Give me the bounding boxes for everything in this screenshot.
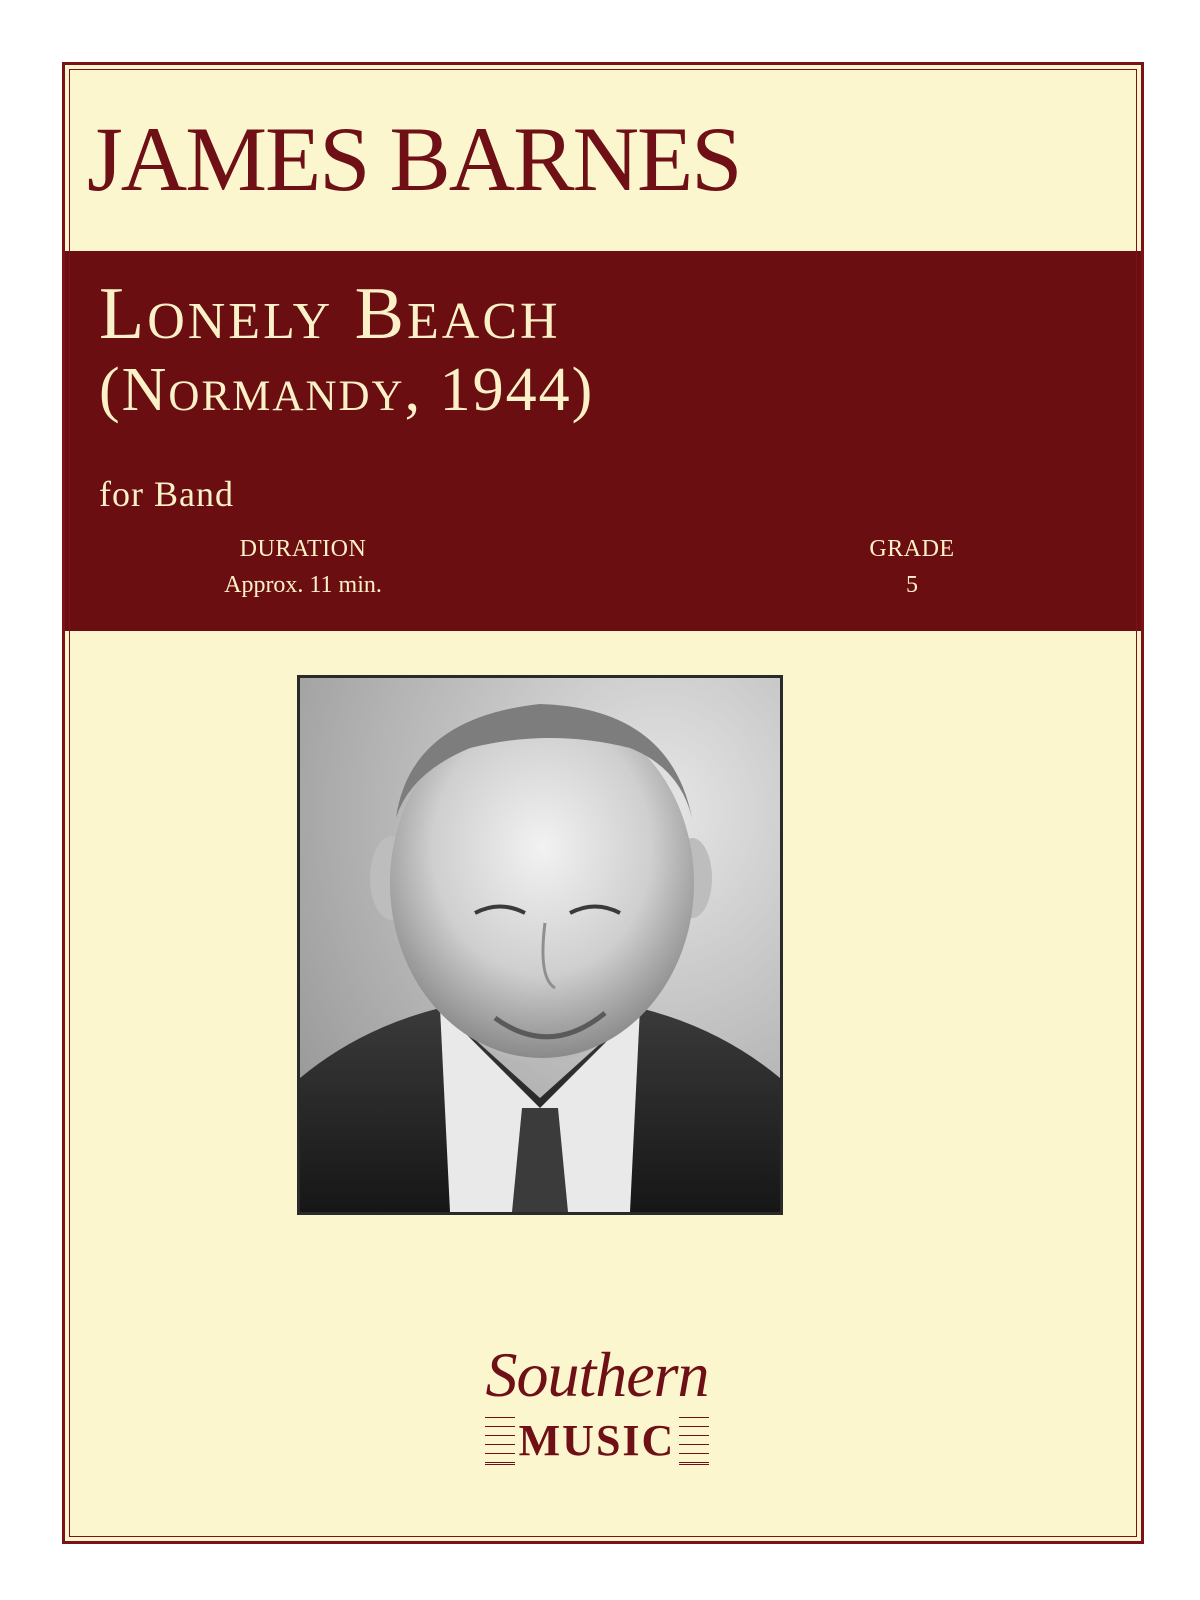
- score-cover: [62, 62, 1144, 1544]
- portrait-illustration: [300, 678, 780, 1212]
- grade-label: GRADE: [869, 536, 955, 562]
- piece-subtitle: (Normandy, 1944): [99, 356, 595, 424]
- duration-label: DURATION: [239, 536, 367, 562]
- duration-value: Approx. 11 min.: [224, 572, 382, 598]
- title-band: [65, 251, 1141, 631]
- grade-value: 5: [906, 572, 918, 598]
- duration-block: [173, 531, 433, 603]
- publisher-logo-music: MUSIC: [515, 1416, 680, 1465]
- publisher-logo-staff: [485, 1417, 709, 1465]
- publisher-logo-script: Southern: [485, 1339, 709, 1410]
- instrumentation: for Band: [99, 474, 234, 514]
- piece-title: Lonely Beach: [99, 273, 561, 355]
- publisher-logo: [457, 1339, 737, 1483]
- composer-portrait: [297, 675, 783, 1215]
- composer-name: JAMES BARNES: [87, 108, 741, 210]
- grade-block: [857, 531, 967, 603]
